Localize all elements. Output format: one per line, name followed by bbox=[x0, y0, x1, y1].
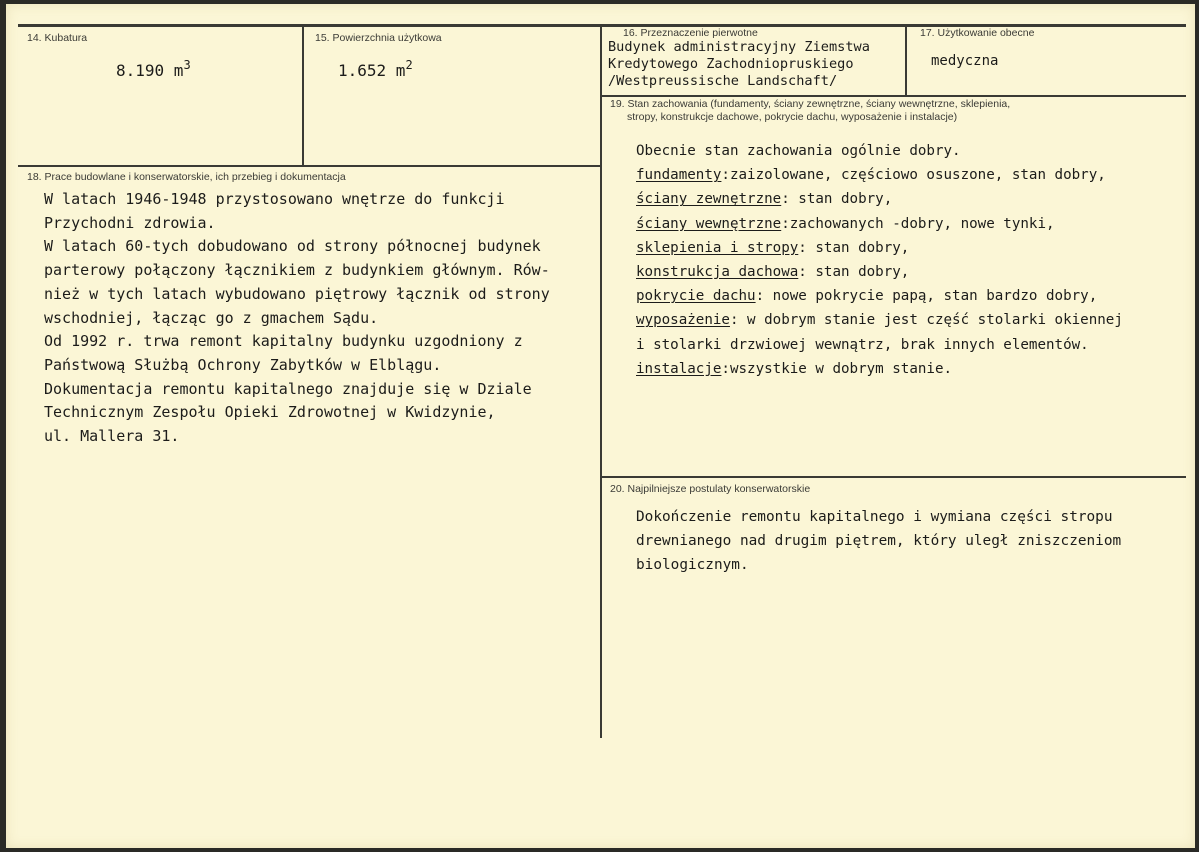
prace-line: ul. Mallera 31. bbox=[44, 427, 180, 446]
stan-item bbox=[636, 357, 1123, 381]
powierzchnia-value bbox=[338, 58, 413, 80]
hline-under-16-17 bbox=[601, 95, 1186, 97]
przeznaczenie-line: Kredytowego Zachodniopruskiego bbox=[608, 56, 854, 72]
divider-kubatura-powierzchnia bbox=[302, 26, 304, 166]
postulaty-label: 20. Najpilniejsze postulaty konserwatorskie bbox=[610, 483, 811, 495]
stan-item-text: :wszystkie w dobrym stanie. bbox=[721, 360, 953, 377]
stan-item bbox=[636, 333, 1123, 357]
prace-line: wschodniej, łącząc go z gmachem Sądu. bbox=[44, 308, 379, 327]
kubatura-label: 14. Kubatura bbox=[27, 32, 88, 44]
stan-label-line1: 19. Stan zachowania (fundamenty, ściany zewnętrzne, ściany wewnętrzne, sklepienia, bbox=[610, 98, 1011, 110]
prace-text bbox=[44, 188, 550, 449]
divider-left-right bbox=[600, 26, 602, 738]
kubatura-unit-exponent: 3 bbox=[183, 58, 191, 72]
stan-item-term: wyposażenie bbox=[636, 312, 730, 329]
przeznaczenie-label: 16. Przeznaczenie pierwotne bbox=[623, 27, 758, 39]
przeznaczenie-text bbox=[608, 39, 870, 90]
stan-item-term: fundamenty bbox=[636, 167, 722, 184]
prace-line: Dokumentacja remontu kapitalnego znajduje się w Dziale bbox=[44, 379, 532, 398]
stan-item bbox=[636, 187, 1123, 211]
stan-item bbox=[636, 284, 1123, 308]
przeznaczenie-line: /Westpreussische Landschaft/ bbox=[608, 73, 838, 89]
record-card bbox=[6, 4, 1195, 848]
stan-item bbox=[636, 236, 1123, 260]
postulaty-text bbox=[636, 505, 1121, 577]
stan-item-text: :zaizolowane, częściowo osuszone, stan dobry, bbox=[721, 167, 1106, 184]
prace-line: W latach 60-tych dobudowano od strony północnej budynek bbox=[44, 237, 541, 256]
stan-item-text: :zachowanych -dobry, nowe tynki, bbox=[781, 215, 1055, 232]
stan-item-term: ściany zewnętrzne bbox=[636, 191, 782, 208]
stan-item-text: : w dobrym stanie jest część stolarki okiennej bbox=[729, 312, 1123, 329]
stan-item-term: pokrycie dachu bbox=[636, 288, 756, 305]
postulaty-line: Dokończenie remontu kapitalnego i wymiana części stropu bbox=[636, 509, 1113, 525]
prace-line: Technicznym Zespołu Opieki Zdrowotnej w Kwidzynie, bbox=[44, 403, 496, 422]
prace-line: nież w tych latach wybudowano piętrowy łącznik od strony bbox=[44, 284, 550, 303]
prace-line: Od 1992 r. trwa remont kapitalny budynku uzgodniony z bbox=[44, 332, 523, 351]
stan-item bbox=[636, 308, 1123, 332]
prace-line: Przychodni zdrowia. bbox=[44, 213, 216, 232]
postulaty-line: biologicznym. bbox=[636, 557, 749, 573]
stan-intro: Obecnie stan zachowania ogólnie dobry. bbox=[636, 143, 961, 159]
stan-item-text: : stan dobry, bbox=[798, 264, 910, 281]
stan-item-text: : stan dobry, bbox=[781, 191, 893, 208]
hline-under-14-15 bbox=[18, 165, 602, 167]
stan-item-text: : stan dobry, bbox=[798, 239, 910, 256]
hline-above-20 bbox=[601, 476, 1186, 478]
stan-item bbox=[636, 260, 1123, 284]
stan-item-term: instalacje bbox=[636, 360, 722, 377]
powierzchnia-label: 15. Powierzchnia użytkowa bbox=[315, 32, 442, 44]
prace-line: parterowy połączony łącznikiem z budynkiem głównym. Rów- bbox=[44, 261, 550, 280]
prace-line: W latach 1946-1948 przystosowano wnętrze do funkcji bbox=[44, 190, 505, 208]
prace-label: 18. Prace budowlane i konserwatorskie, ich przebieg i dokumentacja bbox=[27, 171, 346, 183]
prace-line: Państwową Służbą Ochrony Zabytków w Elblągu. bbox=[44, 355, 442, 374]
stan-item-text: i stolarki drzwiowej wewnątrz, brak innych elementów. bbox=[636, 336, 1089, 353]
stan-text bbox=[636, 139, 1123, 381]
stan-item-term: sklepienia i stropy bbox=[636, 239, 799, 256]
uzytkowanie-value: medyczna bbox=[931, 53, 999, 69]
stan-item-term: ściany wewnętrzne bbox=[636, 215, 782, 232]
powierzchnia-unit-exponent: 2 bbox=[405, 58, 413, 72]
stan-item-term: konstrukcja dachowa bbox=[636, 264, 799, 281]
divider-przeznaczenie-uzytkowanie bbox=[905, 26, 907, 96]
kubatura-value bbox=[116, 58, 191, 80]
stan-item-text: : nowe pokrycie papą, stan bardzo dobry, bbox=[755, 288, 1098, 305]
przeznaczenie-line: Budynek administracyjny Ziemstwa bbox=[608, 39, 870, 55]
postulaty-line: drewnianego nad drugim piętrem, który uległ zniszczeniom bbox=[636, 533, 1122, 549]
uzytkowanie-label: 17. Użytkowanie obecne bbox=[920, 27, 1035, 39]
stan-item bbox=[636, 212, 1123, 236]
kubatura-value-text: 8.190 m bbox=[116, 61, 184, 80]
stan-item bbox=[636, 163, 1123, 187]
powierzchnia-value-text: 1.652 m bbox=[338, 61, 406, 80]
stan-label-line2: stropy, konstrukcje dachowe, pokrycie dachu, wyposażenie i instalacje) bbox=[627, 111, 958, 123]
